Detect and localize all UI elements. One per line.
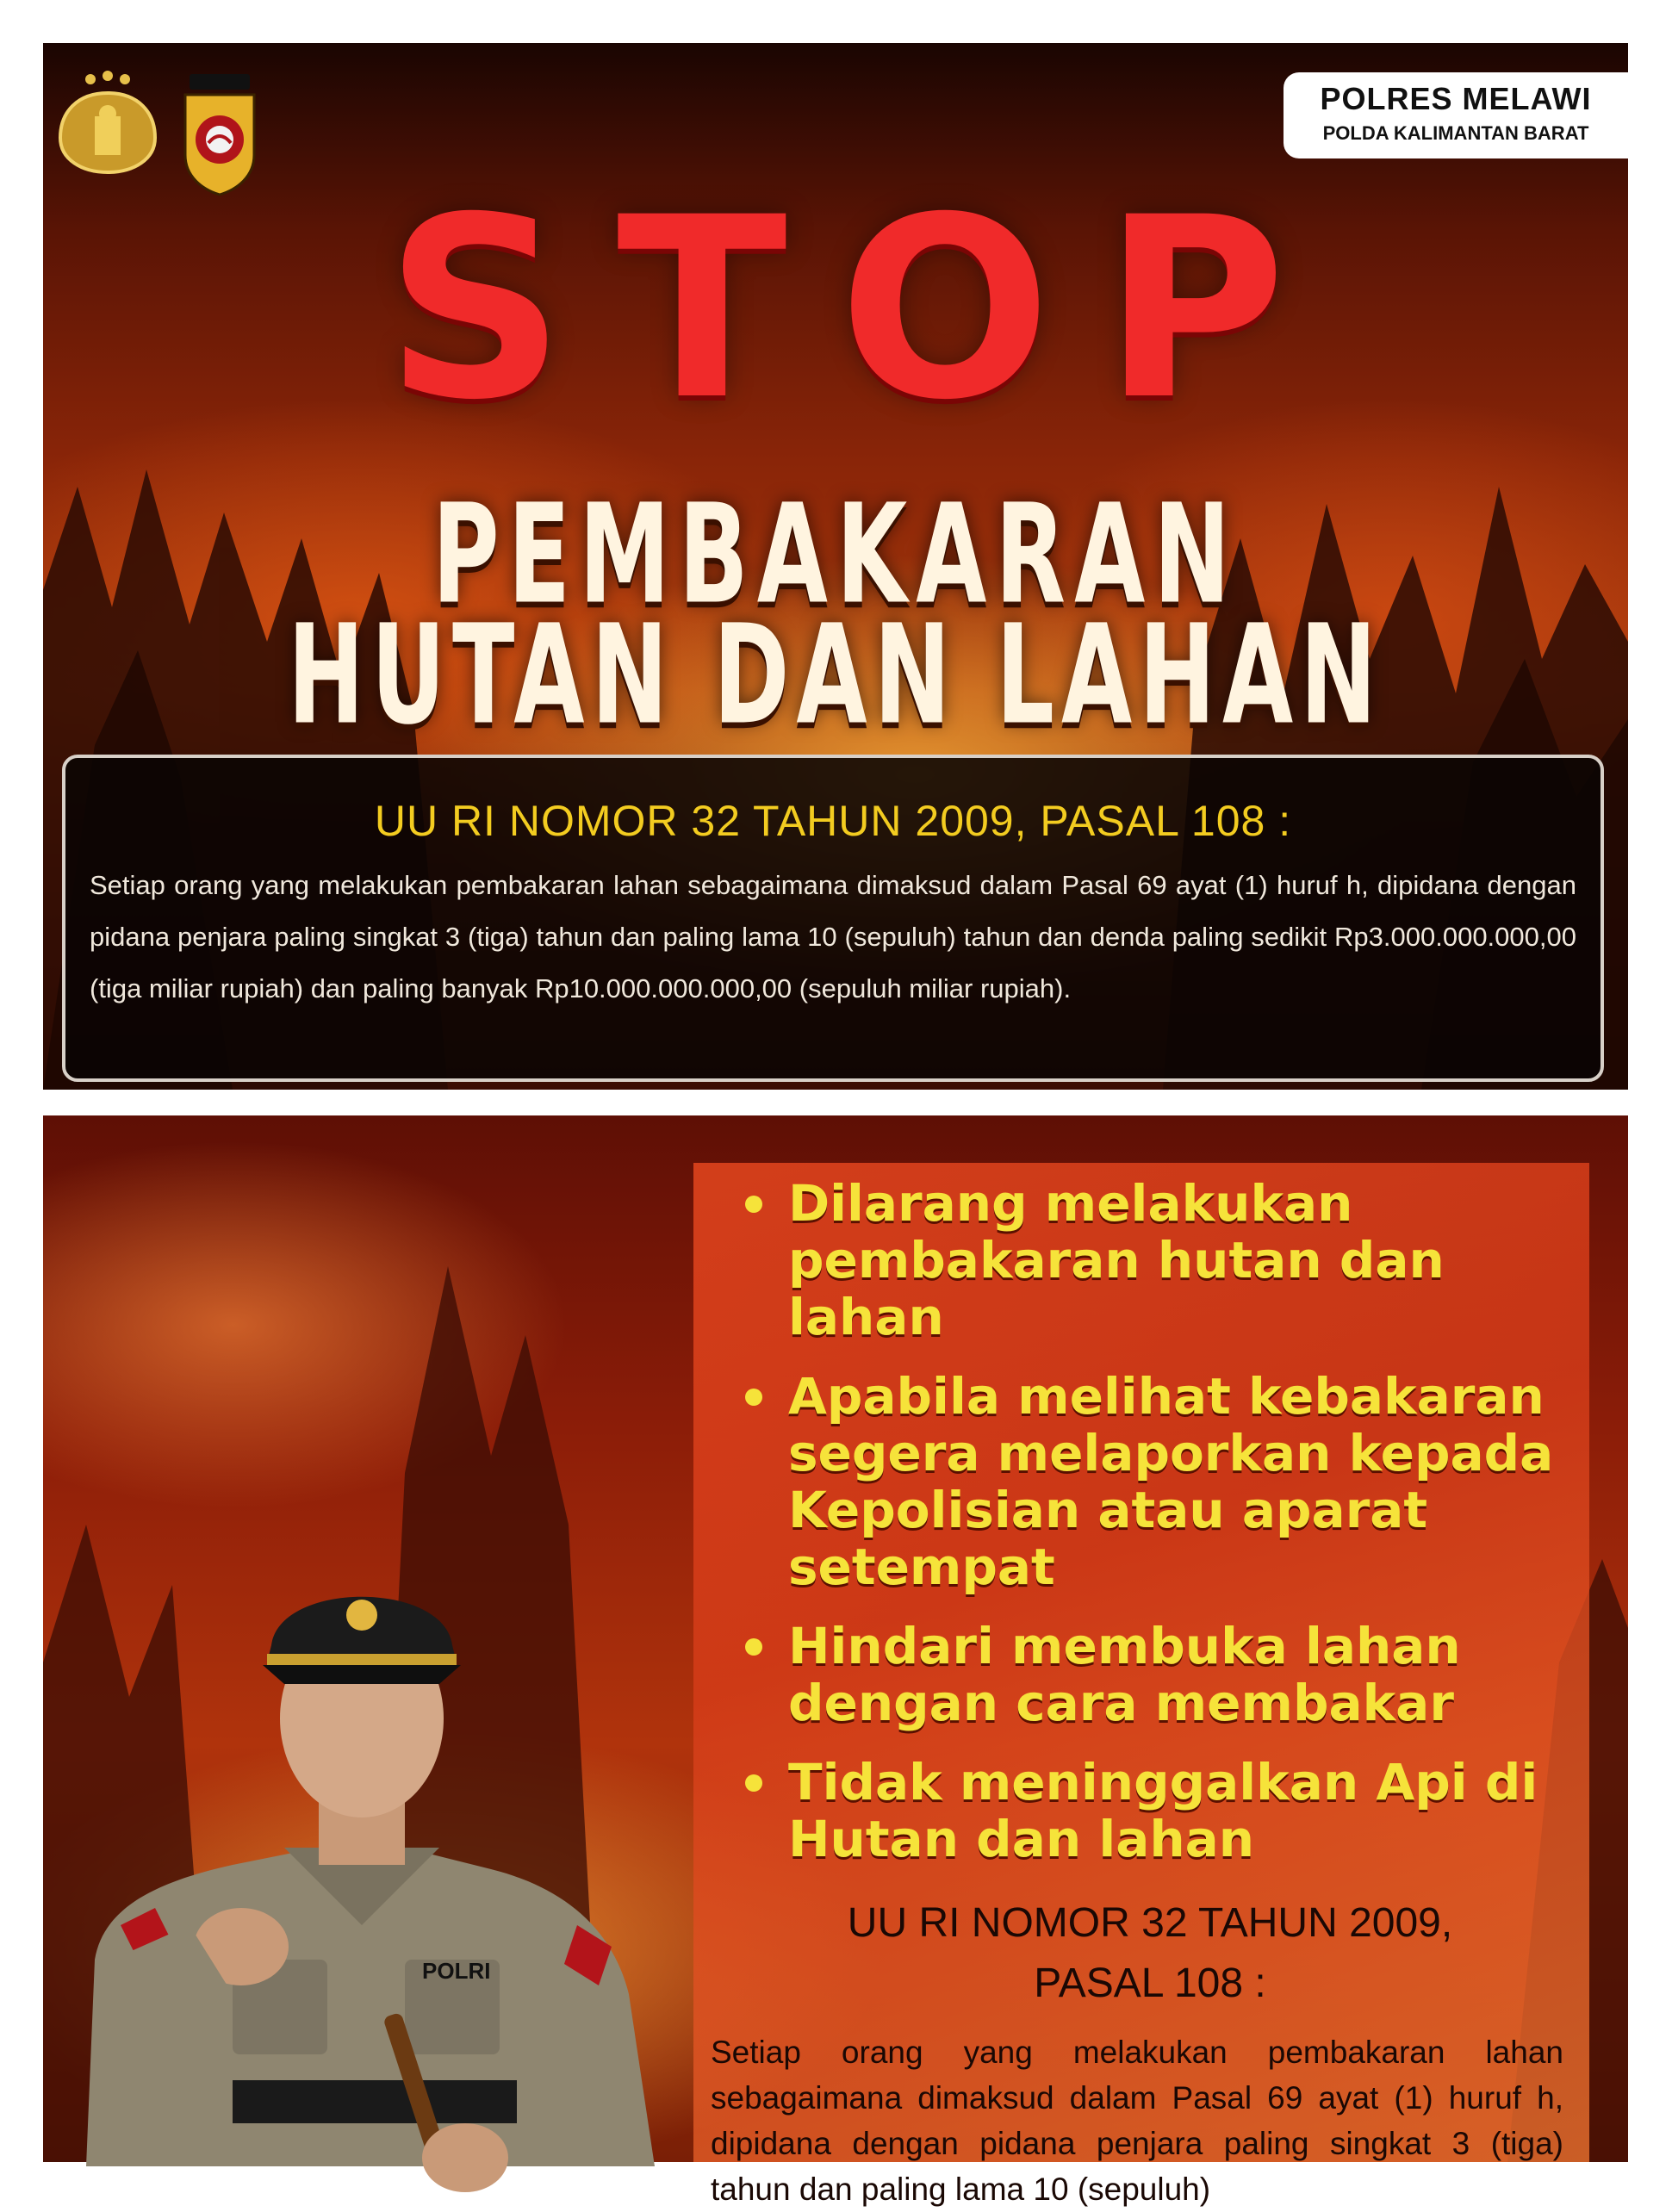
bullet-dot-icon: [745, 1196, 762, 1213]
org-subtitle: POLDA KALIMANTAN BARAT: [1322, 122, 1589, 144]
uniform-label: POLRI: [422, 1958, 491, 1984]
polda-badge-icon: [172, 69, 267, 198]
law-heading-line-1: UU RI NOMOR 32 TAHUN 2009,: [847, 1900, 1453, 1946]
guideline-item: Dilarang melakukan pembakaran hutan dan lahan: [745, 1175, 1555, 1345]
bullet-dot-icon: [745, 1638, 762, 1656]
guideline-item: Hindari membuka lahan dengan cara membakar: [745, 1618, 1555, 1731]
poster-bottom: [43, 1115, 1628, 2207]
poster-top: [43, 43, 1628, 1090]
law-heading: UU RI NOMOR 32 TAHUN 2009, PASAL 108 :: [374, 797, 1292, 845]
bullet-dot-icon: [745, 1389, 762, 1406]
subtitle-line-2: HUTAN DAN LAHAN: [288, 594, 1383, 755]
law-heading-line-2: PASAL 108 :: [1034, 1960, 1266, 2006]
subtitle-line-1: PEMBAKARAN: [432, 474, 1240, 635]
stop-title: STOP: [385, 165, 1338, 455]
law-text: Setiap orang yang melakukan pembakaran lahan sebagaimana dimaksud dalam Pasal 69 ayat (1) huruf h, dipidana dengan pidana penjara paling singkat 3 (tiga) tahun dan paling lama 10 (sepuluh) tahun dan denda paling sedikit Rp3.000.000.000,00 (tiga miliar rupiah) dan paling banyak Rp10.000.000.000,00 (sepuluh miliar rupiah).: [90, 870, 1576, 1003]
law-text: Setiap orang yang melakukan pembakaran lahan sebagaimana dimaksud dalam Pasal 69 ayat (1) huruf h, dipidana dengan pidana penjara paling singkat 3 (tiga) tahun dan paling lama 10 (sepuluh): [711, 2035, 1563, 2207]
organization-label: [1284, 72, 1628, 158]
guideline-item: Tidak meninggalkan Api di Hutan dan lahan: [745, 1754, 1555, 1867]
polri-emblem-icon: [43, 69, 172, 181]
law-heading: [745, 1893, 1555, 2014]
org-name: POLRES MELAWI: [1320, 81, 1592, 116]
guideline-item: Apabila melihat kebakaran segera melaporkan kepada Kepolisian atau aparat setempat: [745, 1368, 1555, 1595]
law-box: [62, 755, 1604, 1082]
bullet-dot-icon: [745, 1774, 762, 1792]
guidelines-list: [745, 1175, 1555, 1867]
guidelines-box: [693, 1163, 1589, 2207]
officer-figure: [60, 1477, 663, 2166]
